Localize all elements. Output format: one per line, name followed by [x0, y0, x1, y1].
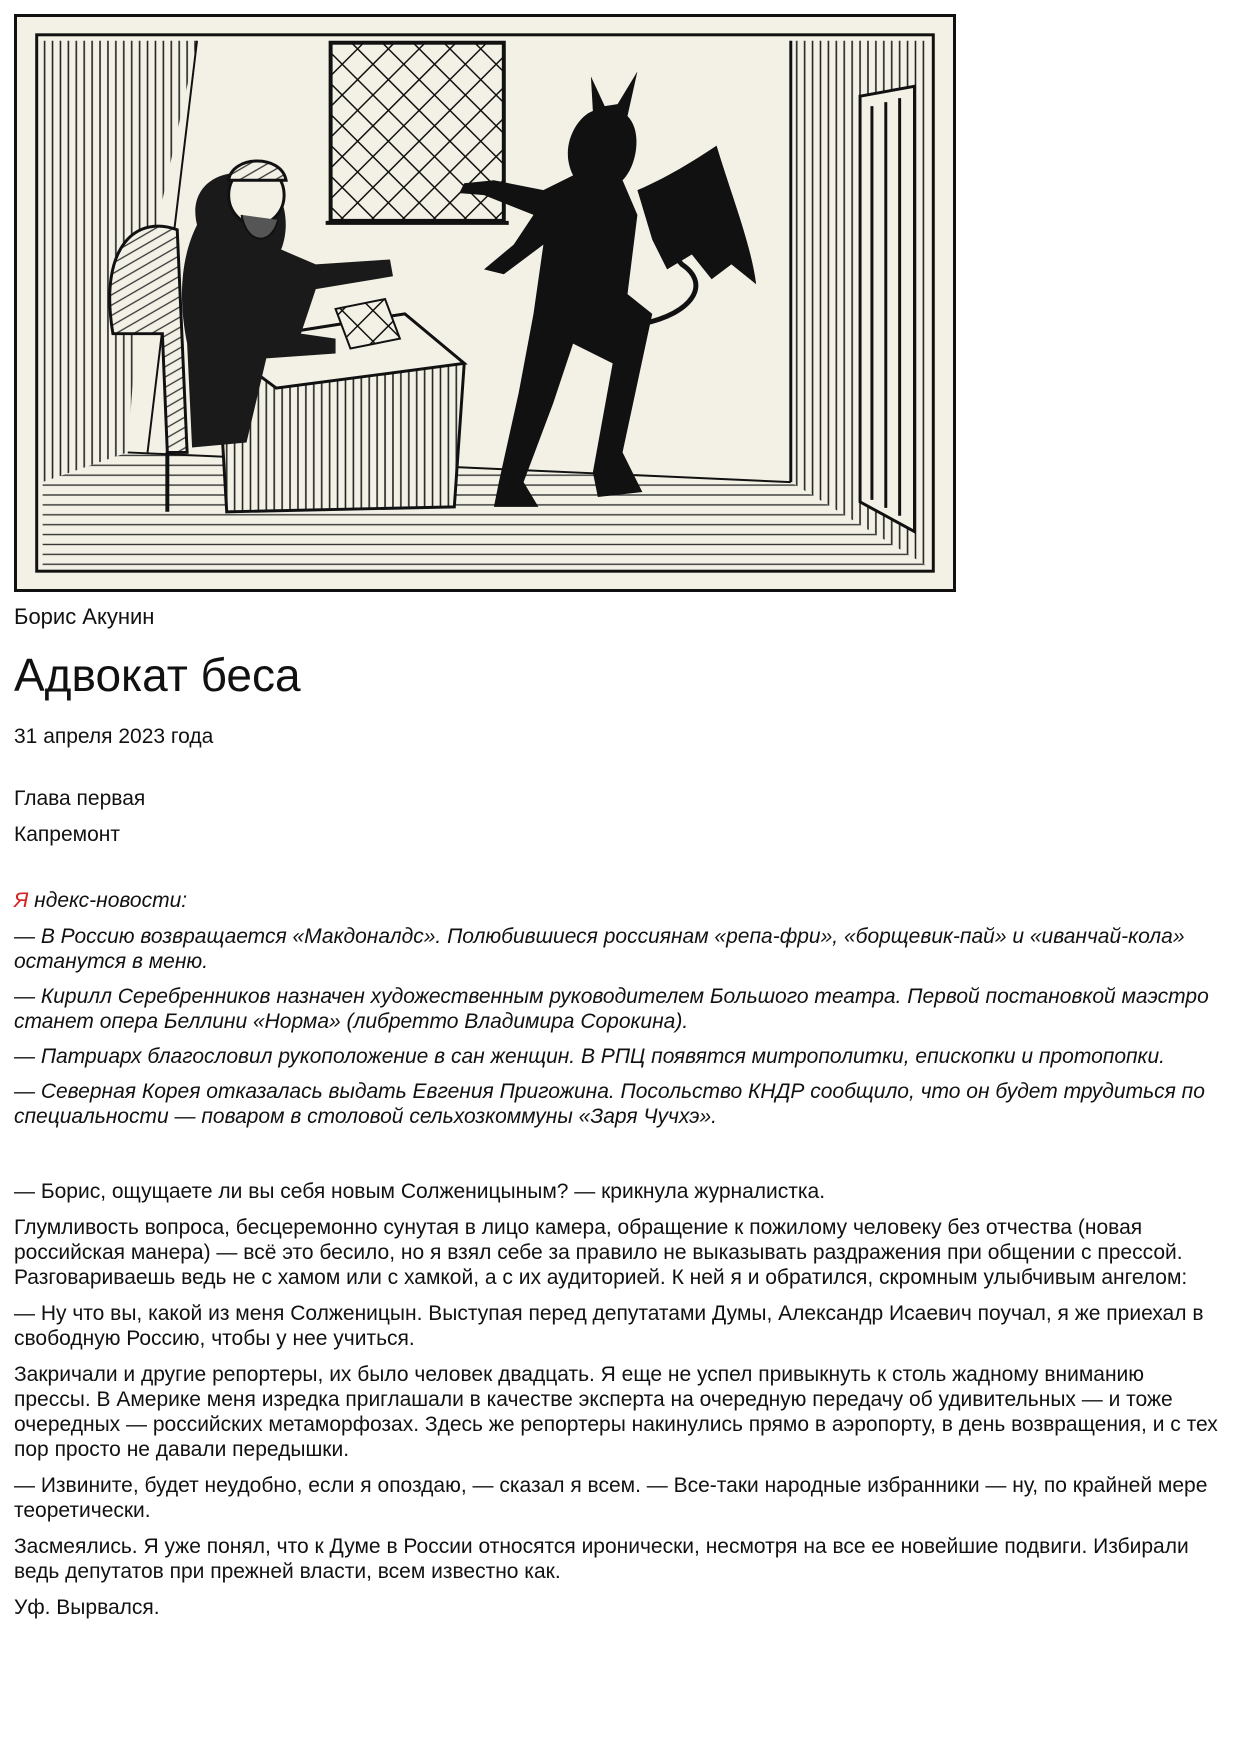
paragraph: Уф. Вырвался.: [14, 1596, 160, 1619]
paragraph: — Извините, будет неудобно, если я опоздаю, — сказал я всем. — Все-таки народные избранники — ну, по крайней мере теоретически.: [14, 1474, 1208, 1522]
chapter-number: Глава первая: [14, 787, 146, 810]
news-source-heading: [14, 888, 1228, 914]
paragraph: — Ну что вы, какой из меня Солженицын. Выступая перед депутатами Думы, Александр Исаевич поучал, я же приехал в свободную Россию, чтобы у нее учиться.: [14, 1302, 1204, 1350]
news-source-first-letter: Я: [14, 889, 29, 912]
publication-date: 31 апреля 2023 года: [14, 725, 214, 748]
woodcut-illustration-icon: [17, 17, 953, 589]
news-source-rest: ндекс-новости:: [28, 889, 188, 912]
paragraph: Засмеялись. Я уже понял, что к Думе в России относятся иронически, несмотря на все ее новейшие подвиги. Избирали ведь депутатов при прежней власти, всем известно как.: [14, 1535, 1189, 1583]
paragraph: Глумливость вопроса, бесцеремонно сунутая в лицо камера, обращение к пожилому человеку без отчества (новая российская манера) — всё это бесило, но я взял себе за правило не выказывать раздражения при общении с прессой. Разговариваешь ведь не с хамом или с хамкой, а с их аудиторией. К ней я и обратился, скромным улыбчивым ангелом:: [14, 1216, 1188, 1289]
chapter-name: Капремонт: [14, 823, 120, 846]
news-item: — Северная Корея отказалась выдать Евгения Пригожина. Посольство КНДР сообщило, что он будет трудиться по специальности — поваром в столовой сельхозкоммуны «Заря Чучхэ».: [14, 1080, 1205, 1128]
document-page: [14, 14, 1228, 1620]
page-title: Адвокат беса: [14, 649, 301, 701]
body-text: [14, 1179, 1226, 1620]
paragraph: Закричали и другие репортеры, их было человек двадцать. Я еще не успел привыкнуть к столь жадному вниманию прессы. В Америке меня изредка приглашали в качестве эксперта на очередную передачу об удивительных — и тоже очередных — российских метаморфозах. Здесь же репортеры накинулись прямо в аэропорту, в день возвращения, и с тех пор просто не давали передышки.: [14, 1363, 1218, 1461]
news-item: — Патриарх благословил рукоположение в сан женщин. В РПЦ появятся митрополитки, епископки и протопопки.: [14, 1045, 1165, 1068]
paragraph: — Борис, ощущаете ли вы себя новым Солженицыным? — крикнула журналистка.: [14, 1180, 826, 1203]
news-item: — Кирилл Серебренников назначен художественным руководителем Большого театра. Первой постановкой маэстро станет опера Беллини «Норма» (либретто Владимира Сорокина).: [14, 985, 1209, 1033]
news-item: — В Россию возвращается «Макдоналдс». Полюбившиеся россиянам «репа-фри», «борщевик-пай» и «иванчай-кола» останутся в меню.: [14, 925, 1185, 973]
author-name: Борис Акунин: [14, 604, 155, 629]
woodcut-illustration: [14, 14, 956, 592]
